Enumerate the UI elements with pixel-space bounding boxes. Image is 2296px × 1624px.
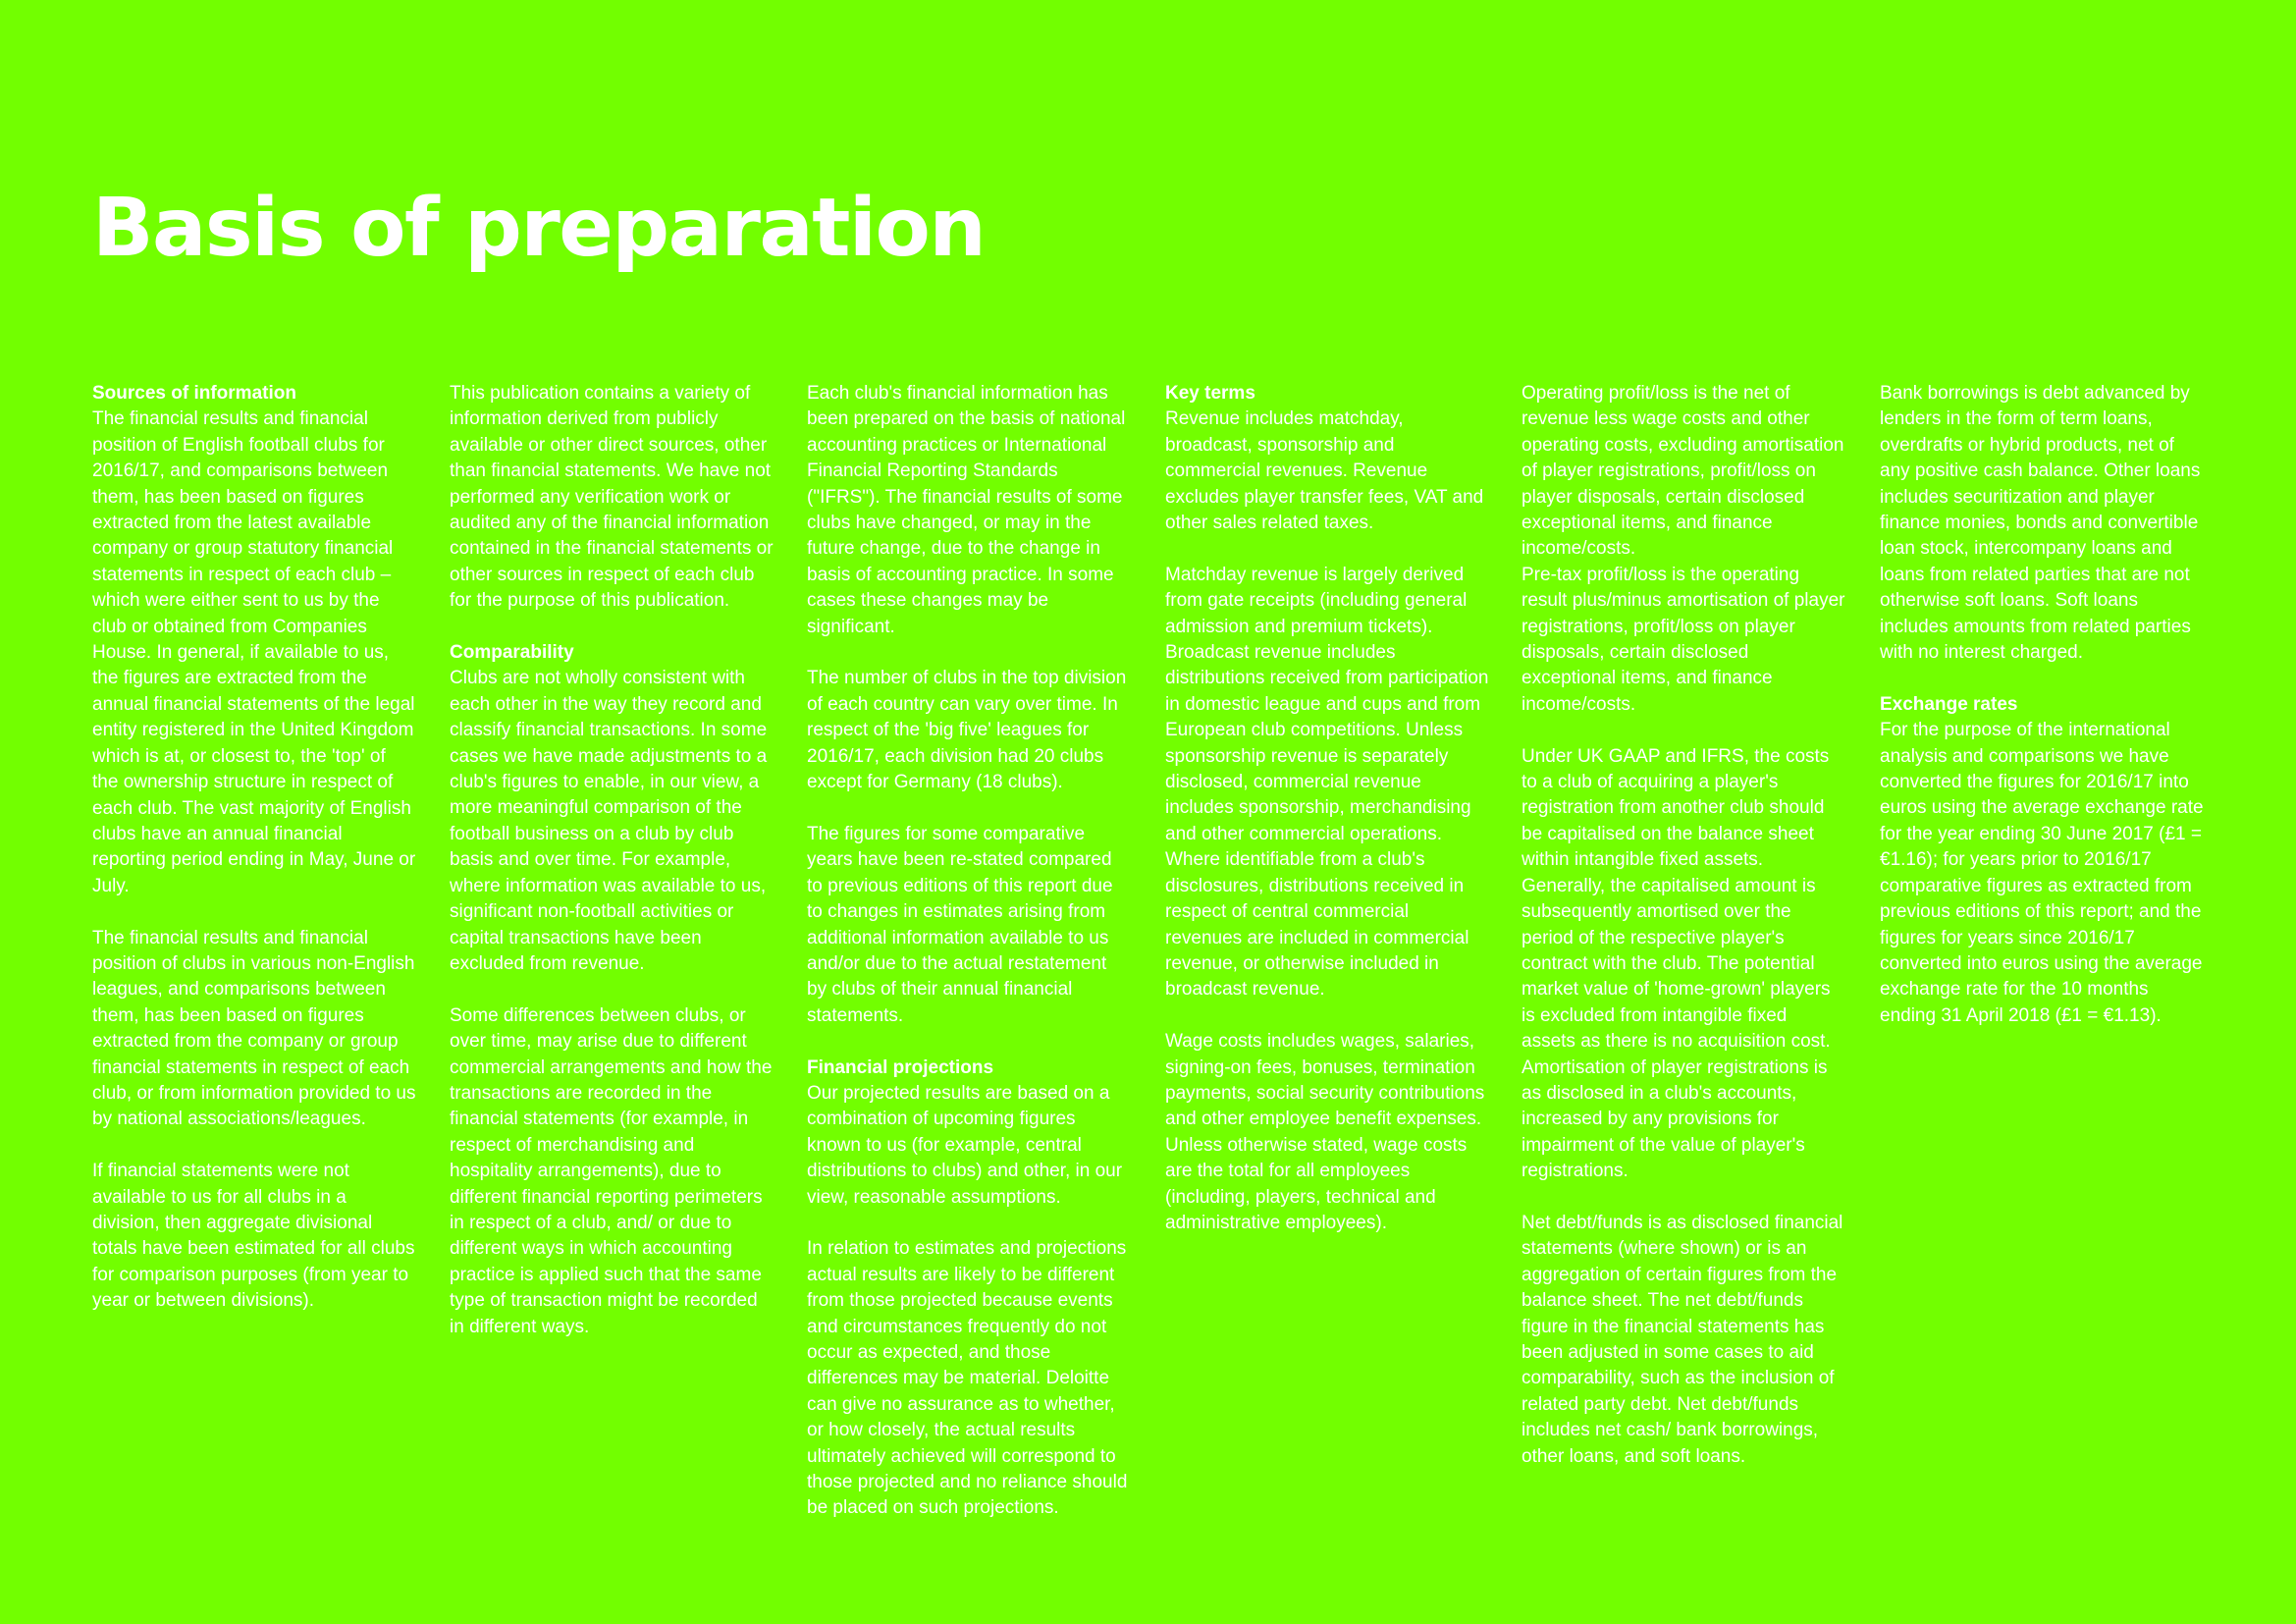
sources-paragraph-2: The financial results and financial position of clubs in various non-English leagues, and comparisons between them, has been based on figures extracted from the company or group financial statements in respect of each club, or from information provided to us by national associations/leagues. (92, 927, 416, 1130)
sources-heading: Sources of information (92, 383, 296, 404)
column-1 (92, 381, 416, 1340)
key-terms-paragraph-2: Matchday revenue is largely derived from gate receipts (including general admission and premium tickets). Broadcast revenue includes distributions received from participation in domestic league and cups and from European club competitions. Unless sponsorship revenue is separately disclosed, commercial revenue includes sponsorship, merchandising and other commercial operations. Where identifiable from a club's disclosures, distributions received in respect of central commercial revenues are included in commercial revenue, or otherwise included in broadcast revenue. (1165, 564, 1489, 1001)
exchange-paragraph-1: For the purpose of the international analysis and comparisons we have converted the figures for 2016/17 into euros using the average exchange rate for the year ending 30 June 2017 (£1 = €1.16); for years prior to 2016/17 comparative figures as extracted from previous editions of this report; and the figures for years since 2016/17 converted into euros using the average exchange rate for the 10 months ending 31 April 2018 (£1 = €1.13). (1880, 720, 2204, 1026)
page-title: Basis of preparation (92, 182, 986, 275)
sources-paragraph-3: If financial statements were not available to us for all clubs in a division, then aggregate divisional totals have been estimated for all clubs for comparison purposes (from year to year or between divisions). (92, 1161, 415, 1312)
projections-heading: Financial projections (807, 1056, 994, 1078)
exchange-heading: Exchange rates (1880, 693, 2018, 715)
comparability-paragraph-1: Clubs are not wholly consistent with each other in the way they record and classify financial transactions. In some cases we have made adjustments to a club's figures to enable, in our view, a more meaningful comparison of the football business on a club by club basis and over time. For example, where information was available to us, significant non-football activities or capital transactions have been excluded from revenue. (450, 668, 768, 974)
key-terms-paragraph-3: Wage costs includes wages, salaries, signing-on fees, bonuses, termination payments, social security contributions and other employee benefit expenses. Unless otherwise stated, wage costs are the total for all employees (including, players, technical and administrative employees). (1165, 1031, 1485, 1233)
column-5 (1522, 381, 1845, 1495)
key-terms-paragraph-6: Under UK GAAP and IFRS, the costs to a club of acquiring a player's registration from another club should be capitalised on the balance sheet within intangible fixed assets. Generally, the capitalised amount is subsequently amortised over the period of the respective player's contract with the club. The potential market value of 'home-grown' players is excluded from intangible fixed assets as there is no acquisition cost. Amortisation of player registrations is as disclosed in a club's accounts, increased by any provisions for impairment of the value of player's registrations. (1522, 745, 1831, 1182)
key-terms-paragraph-8: Bank borrowings is debt advanced by lenders in the form of term loans, overdrafts or hybrid products, net of any positive cash balance. Other loans includes securitization and player finance monies, bonds and convertible loan stock, intercompany loans and loans from related parties that are not otherwise soft loans. Soft loans includes amounts from related parties with no interest charged. (1880, 383, 2201, 664)
column-2 (450, 381, 774, 1366)
key-terms-paragraph-7: Net debt/funds is as disclosed financial statements (where shown) or is an aggregation of certain figures from the balance sheet. The net debt/funds figure in the financial statements has been adjusted in some cases to aid comparability, such as the inclusion of related party debt. Net debt/funds includes net cash/ bank borrowings, other loans, and soft loans. (1522, 1212, 1843, 1467)
projections-paragraph-1: Our projected results are based on a combination of upcoming figures known to us (for example, central distributions to clubs) and other, in our view, reasonable assumptions. (807, 1082, 1123, 1208)
comparability-heading: Comparability (450, 642, 574, 664)
projections-paragraph-2: In relation to estimates and projections actual results are likely to be different from those projected because events and circumstances frequently do not occur as expected, and those differences may be material. Deloitte can give no assurance as to whether, or how closely, the actual results ultimately achieved will correspond to those projected and no reliance should be placed on such projections. (807, 1238, 1128, 1519)
key-terms-paragraph-4: Operating profit/loss is the net of revenue less wage costs and other operating costs, excluding amortisation of player registrations, profit/loss on player disposals, certain disclosed exceptional items, and finance income/costs. (1522, 383, 1844, 560)
key-terms-heading: Key terms (1165, 383, 1255, 404)
column-6 (1880, 381, 2204, 1056)
comparability-paragraph-3: Each club's financial information has been prepared on the basis of national accounting practices or International Financial Reporting Standards ("IFRS"). The financial results of some clubs have changed, or may in the future change, due to the change in basis of accounting practice. In some cases these changes may be significant. (807, 383, 1126, 637)
column-3 (807, 381, 1131, 1547)
sources-paragraph-1: The financial results and financial position of English football clubs for 2016/17, and comparisons between them, has been based on figures extracted from the latest available company or group statutory financial statements in respect of each club – which were either sent to us by the club or obtained from Companies House. In general, if available to us, the figures are extracted from the annual financial statements of the legal entity registered in the United Kingdom which is at, or closest to, the 'top' of the ownership structure in respect of each club. The vast majority of English clubs have an annual financial reporting period ending in May, June or July. (92, 408, 416, 896)
comparability-paragraph-5: The figures for some comparative years have been re-stated compared to previous editions of this report due to changes in estimates arising from additional information available to us and/or due to the actual restatement by clubs of their annual financial statements. (807, 823, 1113, 1026)
comparability-paragraph-2: Some differences between clubs, or over time, may arise due to different commercial arrangements and how the transactions are recorded in the financial statements (for example, in respect of merchandising and hospitality arrangements), due to different financial reporting perimeters in respect of a club, and/ or due to different ways in which accounting practice is applied such that the same type of transaction might be recorded in different ways. (450, 1004, 773, 1337)
key-terms-paragraph-1: Revenue includes matchday, broadcast, sponsorship and commercial revenues. Revenue excludes player transfer fees, VAT and other sales related taxes. (1165, 408, 1484, 534)
column-4 (1165, 381, 1489, 1263)
sources-paragraph-4: This publication contains a variety of information derived from publicly available or other direct sources, other than financial statements. We have not performed any verification work or audited any of the financial information contained in the financial statements or other sources in respect of each club for the purpose of this publication. (450, 383, 774, 612)
comparability-paragraph-4: The number of clubs in the top division of each country can vary over time. In respect of the 'big five' leagues for 2016/17, each division had 20 clubs except for Germany (18 clubs). (807, 668, 1127, 793)
key-terms-paragraph-5: Pre-tax profit/loss is the operating result plus/minus amortisation of player registrations, profit/loss on player disposals, certain disclosed exceptional items, and finance income/costs. (1522, 564, 1845, 715)
